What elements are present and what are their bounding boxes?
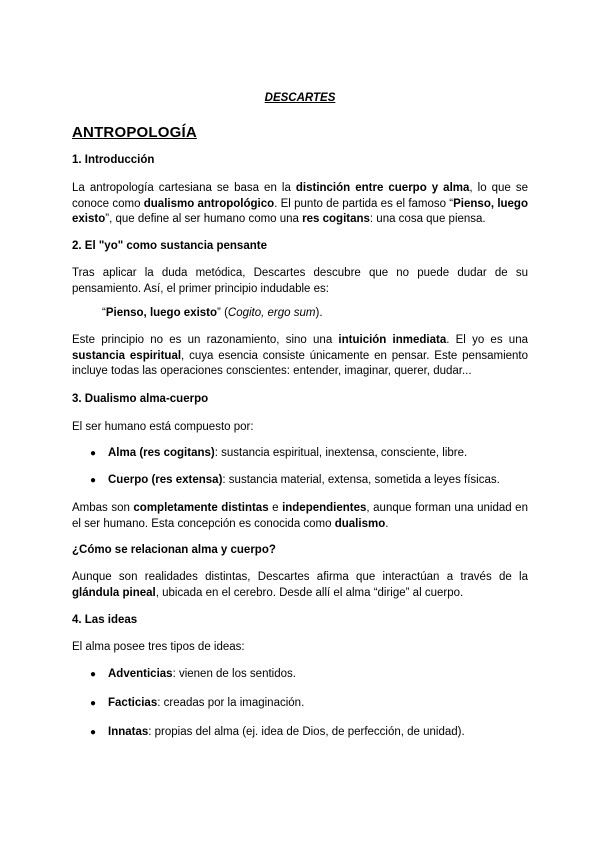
paragraph-compuesto: El ser humano está compuesto por:: [72, 421, 254, 433]
heading-ideas: 4. Las ideas: [72, 614, 138, 626]
heading-relacion: ¿Cómo se relacionan alma y cuerpo?: [72, 544, 276, 556]
section-title: ANTROPOLOGÍA: [72, 124, 197, 141]
paragraph-distintas: Ambas son completamente distintas e independientes, aunque forman una unidad en el ser humano. Esta concepción es conocida como dualismo.: [72, 502, 528, 530]
paragraph-introduccion: La antropología cartesiana se basa en la distinción entre cuerpo y alma, lo que se conoce como dualismo antropológico. El punto de partida es el famoso “Pienso, luego existo”, que define al ser humano como una res cogitans: una cosa que piensa.: [72, 182, 528, 225]
bullet-icon: ●: [90, 669, 97, 680]
quote-cogito: “Pienso, luego existo” (Cogito, ergo sum).: [102, 307, 323, 319]
list-item: ● Facticias: creadas por la imaginación.: [90, 697, 305, 709]
paragraph-intuicion: Este principio no es un razonamiento, sino una intuición inmediata. El yo es una sustancia espiritual, cuya esencia consiste únicamente en pensar. Este pensamiento incluye todas las operaciones conscientes: entender, imaginar, querer, dudar...: [72, 334, 529, 377]
list-item: ● Adventicias: vienen de los sentidos.: [90, 668, 296, 680]
bullet-icon: ●: [90, 727, 97, 738]
list-item: ● Alma (res cogitans): sustancia espiritual, inextensa, consciente, libre.: [90, 447, 468, 459]
paragraph-duda-metodica: Tras aplicar la duda metódica, Descartes descubre que no puede dudar de su pensamiento. Así, el primer principio indudable es:: [72, 267, 528, 295]
bullet-icon: ●: [90, 448, 97, 459]
list-item: ● Cuerpo (res extensa): sustancia material, extensa, sometida a leyes físicas.: [90, 474, 500, 486]
paragraph-tipos-ideas: El alma posee tres tipos de ideas:: [72, 641, 245, 653]
heading-dualismo: 3. Dualismo alma-cuerpo: [72, 393, 209, 405]
document-title: DESCARTES: [264, 92, 336, 104]
heading-yo-sustancia: 2. El "yo" como sustancia pensante: [72, 240, 267, 252]
bullet-icon: ●: [90, 475, 97, 486]
paragraph-glandula-pineal: Aunque son realidades distintas, Descartes afirma que interactúan a través de la glándula pineal, ubicada en el cerebro. Desde allí el alma “dirige” al cuerpo.: [72, 571, 528, 599]
bullet-icon: ●: [90, 698, 97, 709]
list-item: ● Innatas: propias del alma (ej. idea de Dios, de perfección, de unidad).: [90, 726, 465, 738]
heading-introduccion: 1. Introducción: [72, 154, 155, 166]
